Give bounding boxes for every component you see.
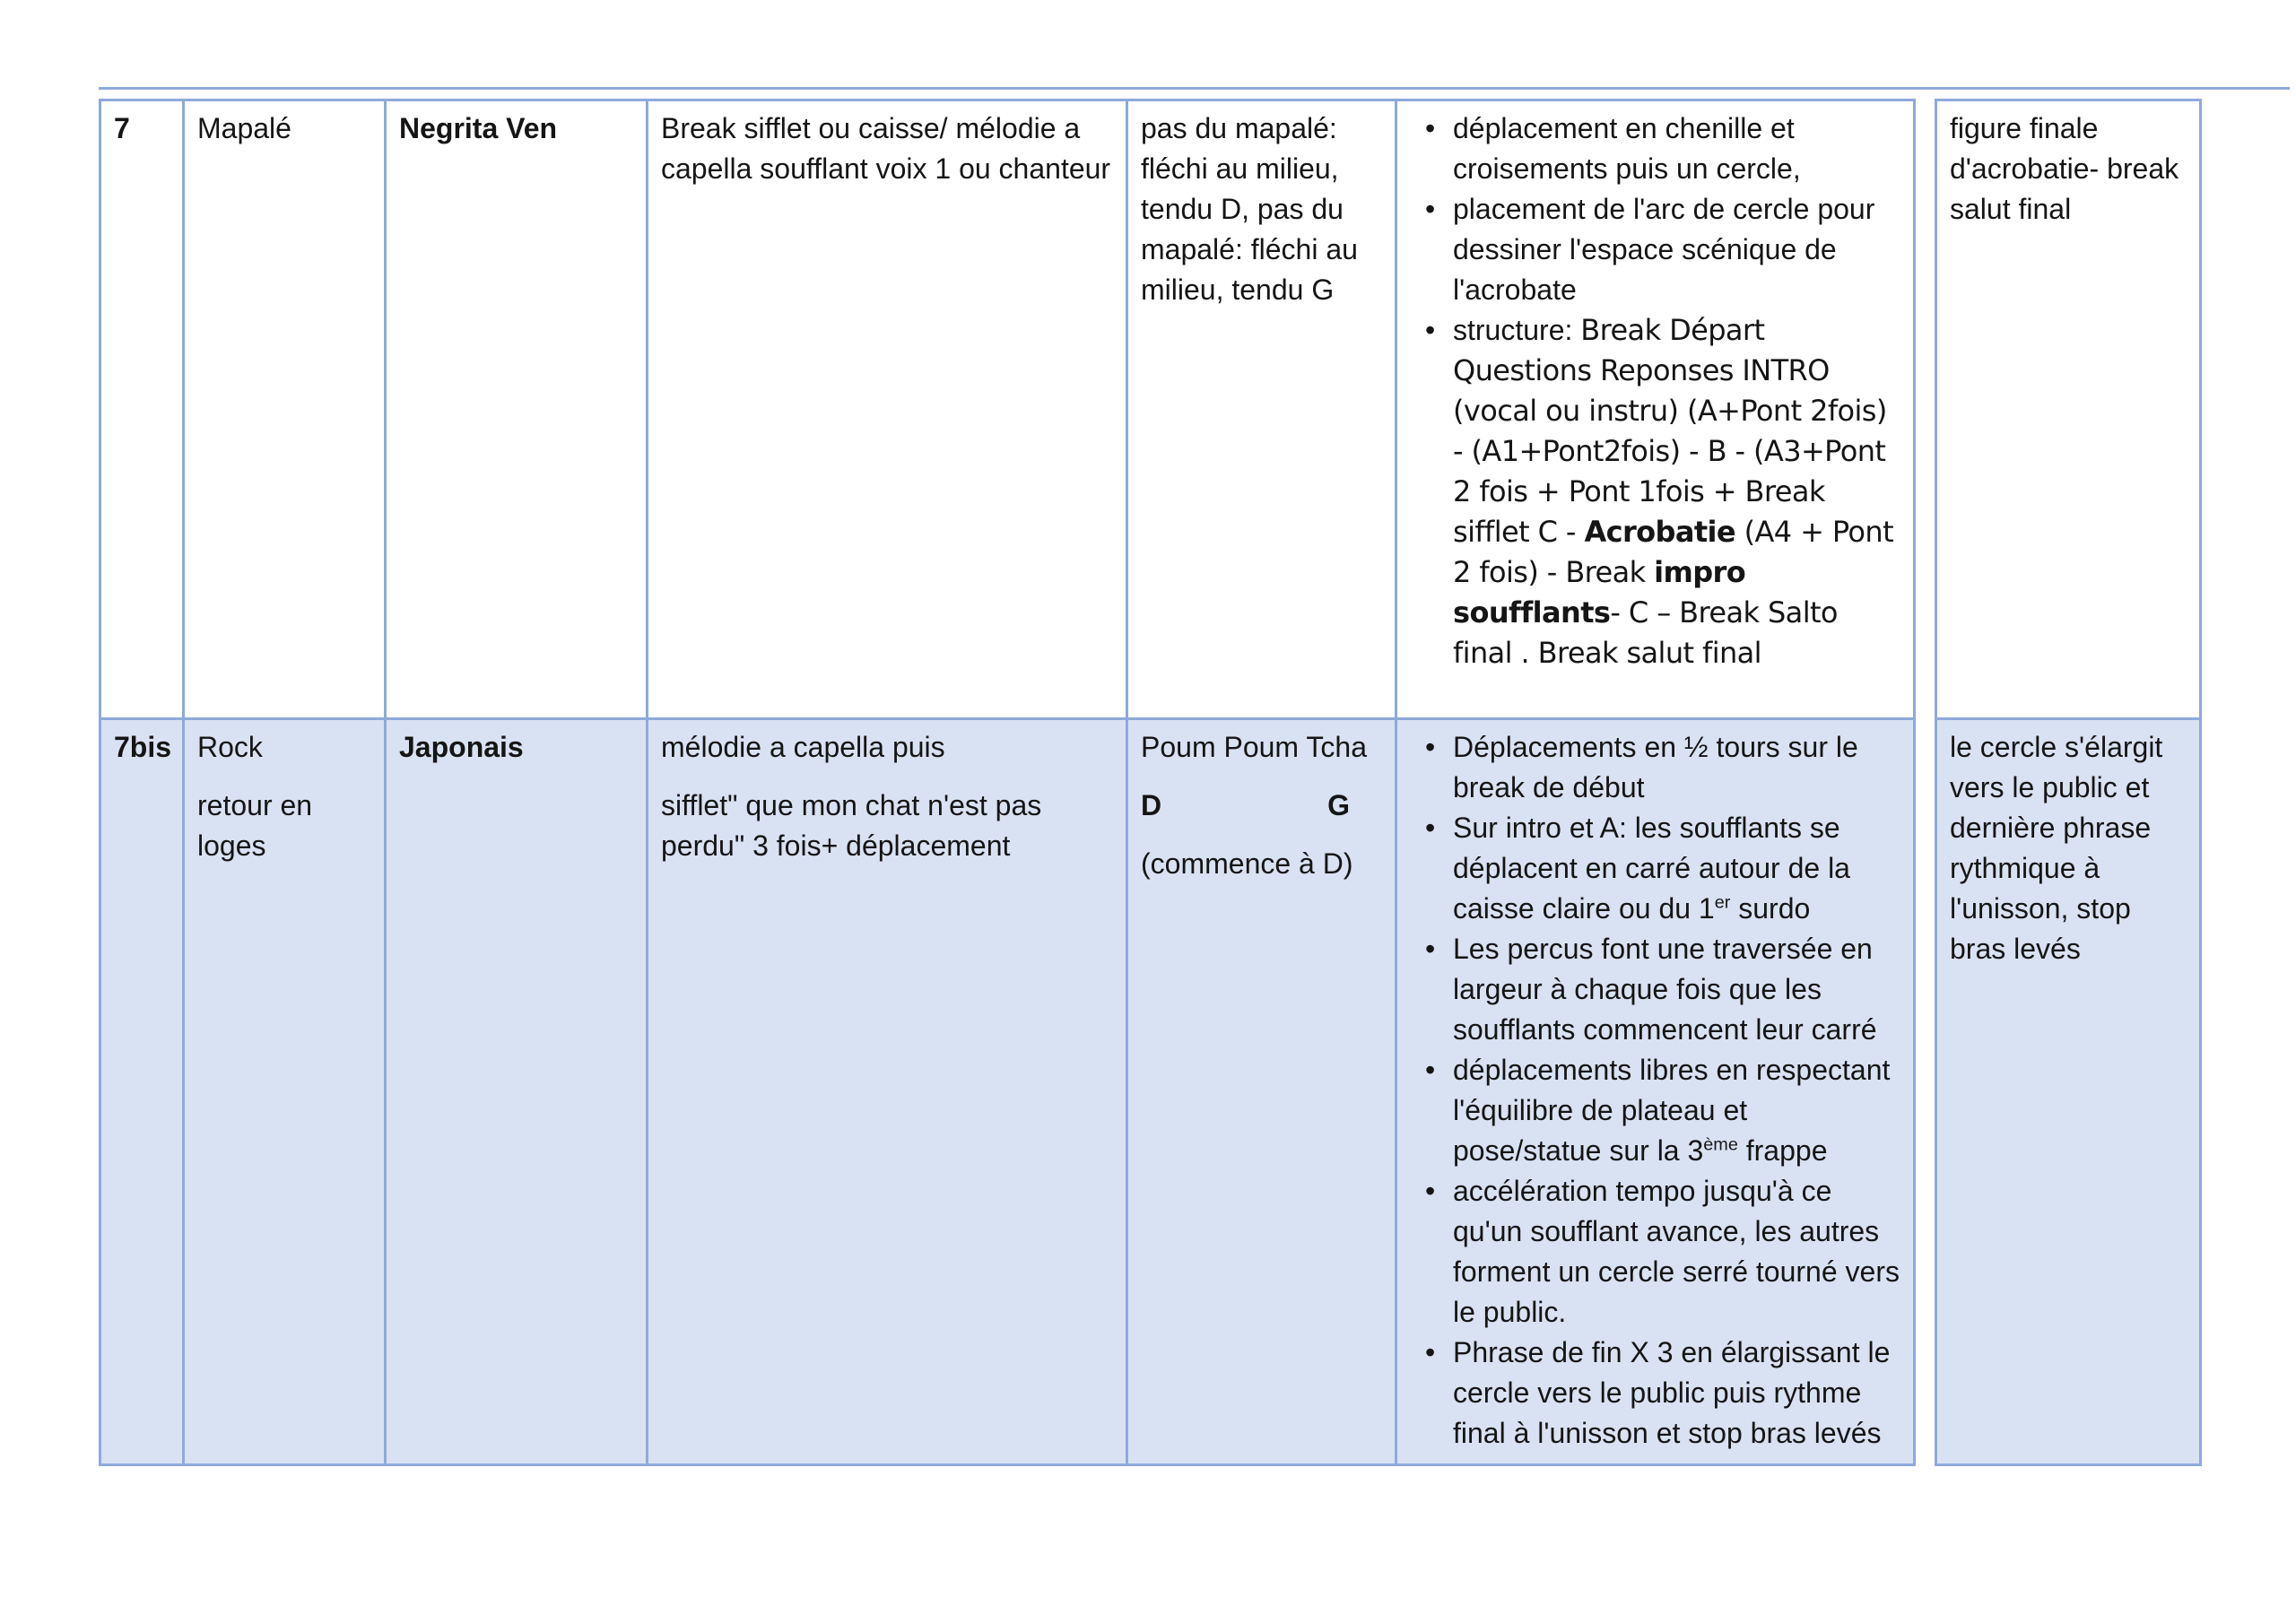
bullet-marker: • <box>1425 1054 1436 1086</box>
paragraph <box>197 109 371 149</box>
bullet-item <box>1410 1333 1900 1454</box>
text-segment: structure: <box>1453 314 1581 346</box>
text-segment: Phrase de fin X 3 en élargissant le cercle vers le public puis rythme final à l'unisson et stop bras levés <box>1453 1336 1891 1449</box>
text-segment: (commence à D) <box>1141 847 1353 880</box>
text-segment: Poum Poum Tcha <box>1141 731 1367 763</box>
text-segment: sifflet" que mon chat n'est pas perdu" 3 fois+ déplacement <box>661 789 1042 862</box>
bullet-item <box>1410 189 1900 310</box>
bullet-marker: • <box>1425 1175 1436 1207</box>
paragraph <box>1950 727 2187 969</box>
paragraph <box>1950 109 2187 230</box>
cell-title-row1: Negrita Ven <box>387 101 646 717</box>
bullet-marker: • <box>1425 933 1436 965</box>
bullet-item <box>1410 727 1900 808</box>
cell-staging-row1 <box>1397 101 1913 717</box>
paragraph <box>197 786 371 866</box>
text-segment: frappe <box>1737 1134 1828 1167</box>
paragraph <box>1141 786 1382 826</box>
cell-style-row1 <box>185 101 384 717</box>
paragraph <box>197 727 371 768</box>
text-segment: mélodie a capella puis <box>661 731 945 763</box>
text-segment: surdo <box>1730 892 1811 925</box>
text-segment: Mapalé <box>197 112 291 144</box>
text-segment: le cercle s'élargit vers le public et dernière phrase rythmique à l'unisson, stop bras levés <box>1950 731 2163 965</box>
table-top-rule <box>99 87 2290 90</box>
text-segment: Déplacements en ½ tours sur le break de début <box>1453 731 1858 803</box>
show-program-table <box>99 99 1916 1466</box>
bullet-item <box>1410 1171 1900 1333</box>
cell-final-row1 <box>1937 101 2199 717</box>
text-segment: Break Départ Questions Reponses INTRO (vocal ou instru) (A+Pont 2fois) - (A1+Pont2fois) - B - (A3+Pont 2 fois + Pont 1fois + Break sifflet C - <box>1453 313 1887 549</box>
cell-intro-row2 <box>648 720 1126 1463</box>
text-segment: placement de l'arc de cercle pour dessiner l'espace scénique de l'acrobate <box>1453 193 1875 306</box>
cell-steps-row2 <box>1128 720 1395 1463</box>
text-segment: déplacements libres en respectant l'équilibre de plateau et pose/statue sur la 3 <box>1453 1054 1891 1167</box>
bullet-item <box>1410 109 1900 189</box>
bullet-item <box>1410 929 1900 1050</box>
text-segment: accélération tempo jusqu'à ce qu'un soufflant avance, les autres forment un cercle serré tourné vers le public. <box>1453 1175 1900 1328</box>
cell-title-row2: Japonais <box>387 720 646 1463</box>
cell-intro-row1 <box>648 101 1126 717</box>
text-segment: Acrobatie <box>1584 515 1736 549</box>
bullet-marker: • <box>1425 731 1436 763</box>
cell-style-row2 <box>185 720 384 1463</box>
text-segment: (A4 + Pont 2 fois) - Break <box>1453 515 1894 589</box>
final-figure-column <box>1935 99 2202 1466</box>
bullet-marker: • <box>1425 1336 1436 1368</box>
text-segment: figure finale d'acrobatie- break salut final <box>1950 112 2179 225</box>
bullet-item <box>1410 1050 1900 1171</box>
paragraph <box>661 786 1113 866</box>
paragraph <box>661 109 1113 189</box>
text-segment: ème <box>1703 1134 1738 1155</box>
paragraph <box>1141 109 1382 310</box>
bullet-item <box>1410 310 1900 673</box>
bullet-marker: • <box>1425 812 1436 844</box>
cell-final-row2 <box>1937 720 2199 1463</box>
paragraph <box>1141 727 1382 768</box>
cell-number-row1: 7 <box>101 101 182 717</box>
text-segment: pas du mapalé: fléchi au milieu, tendu D, pas du mapalé: fléchi au milieu, tendu G <box>1141 112 1358 306</box>
text-segment: impro soufflants <box>1453 555 1746 630</box>
bullet-marker: • <box>1425 314 1436 346</box>
cell-number-row2: 7bis <box>101 720 182 1463</box>
text-segment: Les percus font une traversée en largeur à chaque fois que les soufflants commencent leur carré <box>1453 933 1877 1046</box>
text-segment: G <box>1327 789 1350 821</box>
text-segment: Rock <box>197 731 263 763</box>
bullet-marker: • <box>1425 193 1436 225</box>
text-segment: Sur intro et A: les soufflants se déplacent en carré autour de la caisse claire ou du 1 <box>1453 812 1850 925</box>
text-segment: retour en loges <box>197 789 313 862</box>
paragraph <box>661 727 1113 768</box>
text-segment: déplacement en chenille et croisements puis un cercle, <box>1453 112 1801 185</box>
paragraph <box>1141 844 1382 884</box>
cell-staging-row2 <box>1397 720 1913 1463</box>
text-segment: Break sifflet ou caisse/ mélodie a capella soufflant voix 1 ou chanteur <box>661 112 1111 185</box>
cell-steps-row1 <box>1128 101 1395 717</box>
bullet-item <box>1410 808 1900 929</box>
text-segment: D <box>1141 789 1162 821</box>
text-segment: er <box>1714 892 1731 913</box>
text-segment: - C – Break Salto final . Break salut final <box>1453 595 1838 670</box>
bullet-marker: • <box>1425 112 1436 144</box>
